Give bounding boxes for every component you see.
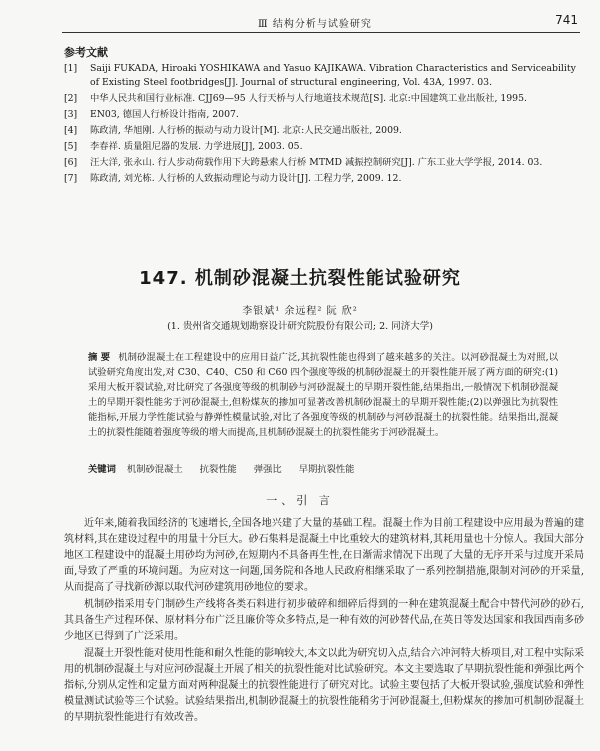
reference-number: [4] [64,125,78,136]
reference-number: [3] [64,109,78,120]
reference-text: 陈政清, 华旭刚. 人行桥的振动与动力设计[M]. 北京:人民交通出版社, 2009. [90,125,402,136]
article-authors: 李银斌¹ 余远程² 阮 欣² [242,306,358,317]
reference-number: [1] [64,63,78,74]
reference-text: 李春祥. 质量阻尼器的发展. 力学进展[J], 2003. 05. [90,141,303,152]
running-header [62,12,580,33]
keyword: 机制砂混凝土 [126,464,183,475]
reference-item [64,140,584,154]
reference-number: [7] [64,173,78,184]
reference-number: [6] [64,157,78,168]
body-paragraph: 机制砂指采用专门制砂生产线将各类石料进行初步破碎和细碎后得到的一种在建筑混凝土配合中替代河砂的砂石,其具备生产过程环保、原材料分布广泛且廉价等众多特点,是一种有效的河砂替代品,在英日等发达国家和我国西南多砂少地区已得到了广泛采用。 [64,599,584,642]
keyword: 早期抗裂性能 [298,464,355,475]
reference-text: Saiji FUKADA, Hiroaki YOSHIKAWA and Yasuo KAJIKAWA. Vibration Characteristics and Serviceability of Existing Steel footbridges[J]. Journal of structural engineering, Vol. 43A, 1997. 03. [90,63,576,88]
abstract-text: 机制砂混凝土在工程建设中的应用日益广泛,其抗裂性能也得到了越来越多的关注。以河砂混凝土为对照,以试验研究角度出发,对 C30、C40、C50 和 C60 四个强度等级的机制砂混凝土的开裂性能开展了两方面的研究:(1)采用大板开裂试验,对比研究了各强度等级的机制砂与河砂混凝土的早期开裂性能,结果指出,一般情况下机制砂混凝土的早期开裂性能劣于河砂混凝土,但粉煤灰的掺加可显著改善机制砂混凝土的早期开裂性能;(2)以弹强比为抗裂性能指标,开展力学性能试验与静弹性模量试验,对比了各强度等级的机制砂与河砂混凝土的抗裂性能。结果指出,混凝土的抗裂性能随着强度等级的增大而提高,且机制砂混凝土的抗裂性能劣于河砂混凝土。 [88,352,558,438]
body-text [64,516,584,727]
reference-number: [5] [64,141,78,152]
reference-text: 陈政清, 刘光栋. 人行桥的人致振动理论与动力设计[J]. 工程力学, 2009. 12. [90,173,402,184]
reference-item [64,156,584,170]
article-affiliation: (1. 贵州省交通规划勘察设计研究院股份有限公司; 2. 同济大学) [167,321,433,332]
keywords [88,461,558,475]
keyword: 抗裂性能 [199,464,237,475]
body-paragraph: 近年来,随着我国经济的飞速增长,全国各地兴建了大量的基础工程。混凝土作为目前工程建设中应用最为普遍的建筑材料,其在建设过程中的用量十分巨大。砂石集料是混凝土中比重较大的建筑材料,其耗用量也十分惊人。我国大部分地区工程建设中的混凝土用砂均为河砂,在短期内不具备再生性,在日渐需求情况下出现了大量的无序开采与过度开采局面,导致了严重的环境问题。为应对这一问题,国务院和各地人民政府相继采取了一系列控制措施,限制对河砂的开采量,从而提高了寻找新砂源以取代河砂建筑用砂地位的要求。 [64,518,584,593]
reference-item [64,172,584,186]
abstract-label: 摘 要 [88,352,111,363]
reference-number: [2] [64,93,78,104]
body-paragraph: 混凝土开裂性能对使用性能和耐久性能的影响较大,本文以此为研究切入点,结合六冲河特大桥项目,对工程中实际采用的机制砂混凝土与对应河砂混凝土开展了相关的抗裂性能对比试验研究。本文主要选取了早期抗裂性能和弹强比两个指标,分别从定性和定量方面对两种混凝土的抗裂性能进行了研究对比。试验主要包括了大板开裂试验,强度试验和弹性模量测试试验等三个试验。试验结果指出,机制砂混凝土的抗裂性能稍劣于河砂混凝土,但粉煤灰的掺加可机制砂混凝土的早期抗裂性能进行有效改善。 [64,648,584,723]
reference-item [64,108,584,122]
reference-text: EN03, 德国人行桥设计指南, 2007. [90,109,239,120]
reference-text: 汪大洋, 张永山. 行人步动荷载作用下大跨悬索人行桥 MTMD 减振控制研究[J]. 广东工业大学学报, 2014. 03. [90,157,543,168]
section-heading: 一、引 言 [266,494,334,507]
reference-item [64,92,584,106]
references-list [64,62,584,188]
article-title: 147. 机制砂混凝土抗裂性能试验研究 [139,268,461,289]
references-title: 参考文献 [64,46,108,59]
keyword: 弹强比 [253,464,282,475]
reference-item [64,124,584,138]
keywords-label: 关键词 [88,464,116,475]
running-header-section: Ⅲ 结构分析与试验研究 [258,19,372,30]
page-number: 741 [555,13,578,27]
reference-text: 中华人民共和国行业标准. CJJ69—95 人行天桥与人行地道技术规范[S]. 北京:中国建筑工业出版社, 1995. [90,93,527,104]
abstract [88,350,558,440]
reference-item [64,62,584,90]
